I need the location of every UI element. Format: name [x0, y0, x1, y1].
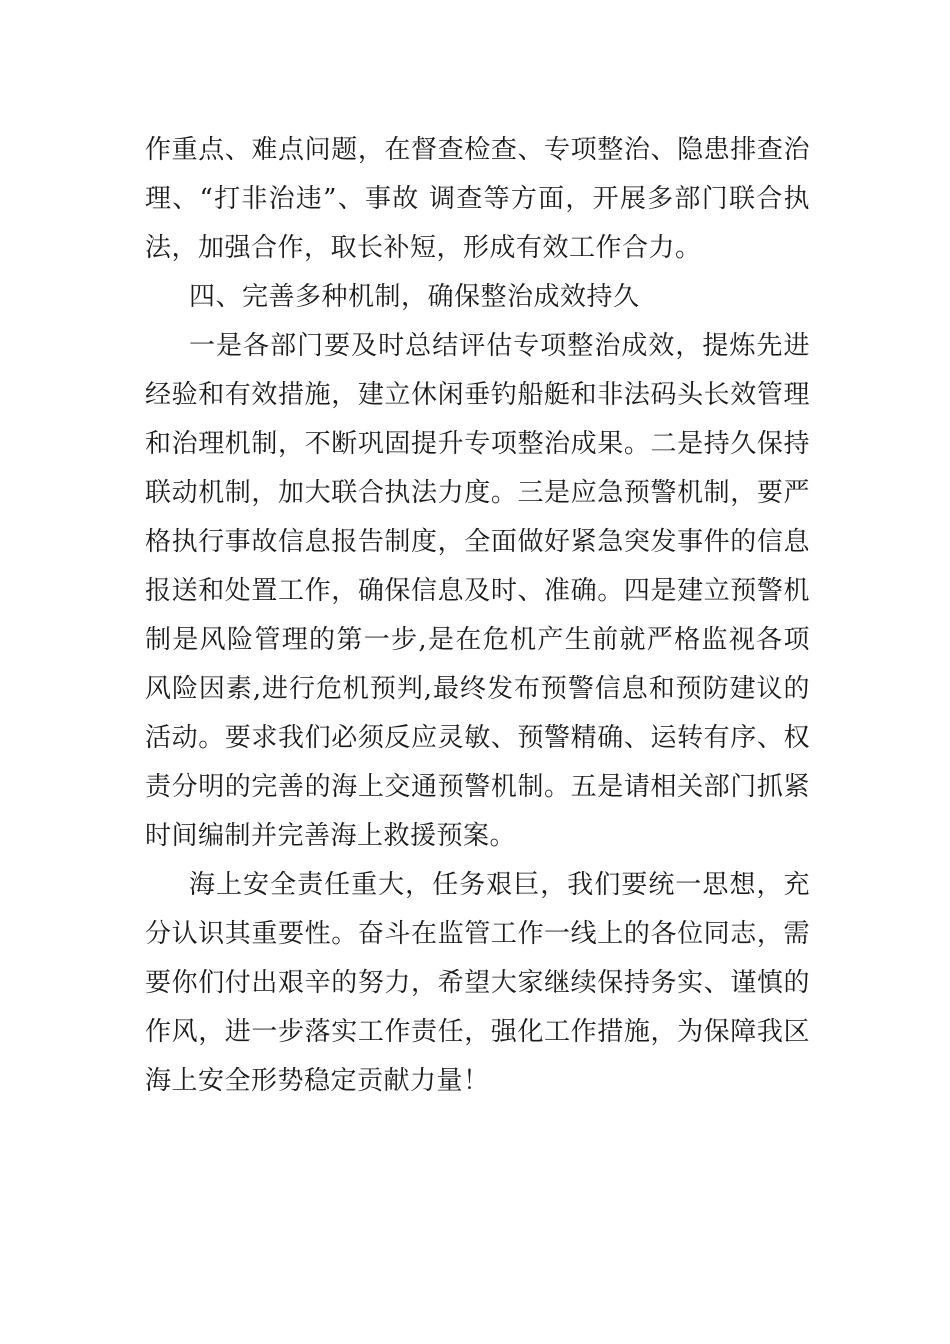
- paragraph-mechanisms: 一是各部门要及时总结评估专项整治成效，提炼先进经验和有效措施，建立休闲垂钓船艇和非法码头长效管理和治理机制，不断巩固提升专项整治成果。二是持久保持联动机制，加大联合执法力度。三是应急预警机制，要严格执行事故信息报告制度，全面做好紧急突发事件的信息报送和处置工作，确保信息及时、准确。四是建立预警机制是风险管理的第一步,是在危机产生前就严格监视各项风险因素,进行危机预判,最终发布预警信息和预防建议的活动。要求我们必须反应灵敏、预警精确、运转有序、权责分明的完善的海上交通预警机制。五是请相关部门抓紧时间编制并完善海上救援预案。: [145, 331, 810, 851]
- section-heading-four: 四、完善多种机制，确保整治成效持久: [189, 282, 640, 312]
- paragraph-closing: 海上安全责任重大，任务艰巨，我们要统一思想，充分认识其重要性。奋斗在监管工作一线上的各位同志，需要你们付出艰辛的努力，希望大家继续保持务实、谨慎的作风，进一步落实工作责任，强化工作措施，为保障我区海上安全形势稳定贡献力量！: [145, 870, 810, 1096]
- document-body: [145, 126, 810, 1106]
- paragraph-continuation: 作重点、难点问题，在督查检查、专项整治、隐患排查治理、“打非治违”、事故 调查等方面，开展多部门联合执法，加强合作，取长补短，形成有效工作合力。: [145, 135, 810, 263]
